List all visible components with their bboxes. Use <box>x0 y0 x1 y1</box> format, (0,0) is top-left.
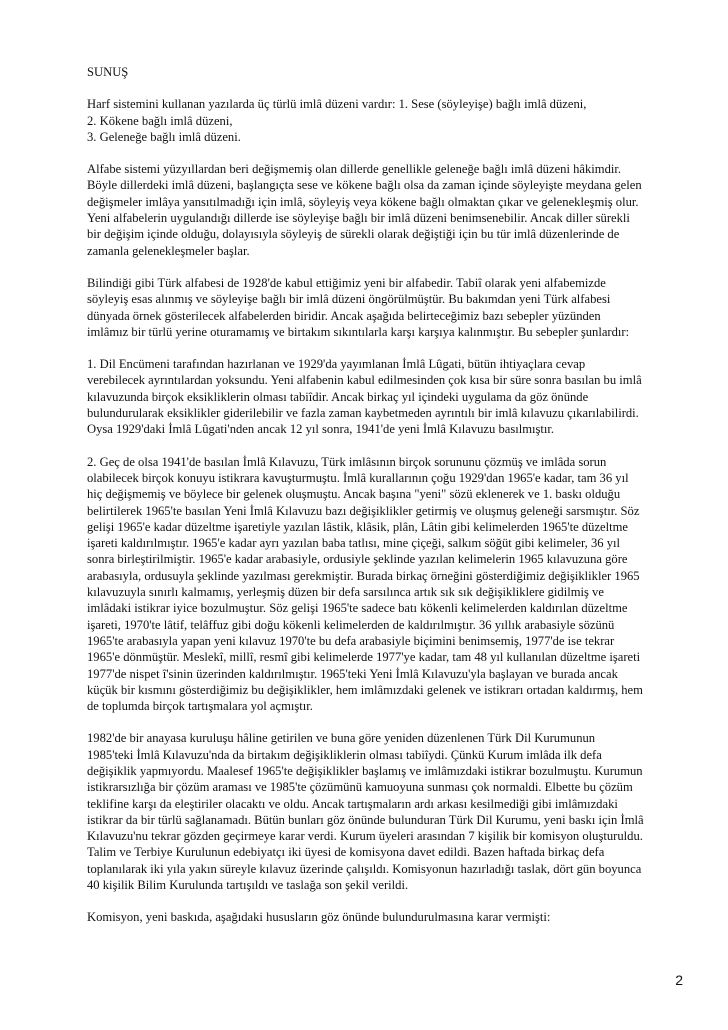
paragraph-line: değişiklik yapmıyordu. Maalesef 1965'te değişiklikler başlamış ve imlâmızdaki istikrar bozulmuştu. Kurumun <box>87 763 643 778</box>
paragraph-line: Böyle dillerdeki imlâ düzeni, başlangıçta sese ve kökene bağlı olsa da zaman içinde söyleyişte meydana gelen <box>87 178 642 193</box>
paragraph-line: 1965'e dönmüştür. Meslekî, millî, resmî gibi kelimelerde 1977'ye kadar, tam 48 yıl kullanılan düzeltme işareti <box>87 650 641 665</box>
paragraph-line: 1965'te arabasıyla yapan yeni kılavuz 1970'te bu defa arabasiyle biçimini benimsemiş, 1977'de ise tekrar <box>87 633 615 648</box>
paragraph-line: 1985'teki İmlâ Kılavuzu'nda da birtakım değişikliklerin olması tabiîydi. Çünkü Kurum imlâda ilk defa <box>87 747 602 762</box>
paragraph-line: değişmeler imlâya yansıtılmadığı için imlâ, söyleyiş veya kökene bağlı olmaktan çıkar ve gelenekleşmiş olur. <box>87 194 639 209</box>
paragraph <box>87 96 687 145</box>
paragraph-line: belirtilerek 1965'te basılan Yeni İmlâ Kılavuzu bazı değişiklikler getirmiş ve oluşmuş geleneği sarsmıştır. Söz <box>87 503 640 518</box>
paragraph-line: Bilindiği gibi Türk alfabesi de 1928'de kabul ettiğimiz yeni bir alfabedir. Tabiî olarak yeni alfabemizde <box>87 275 606 290</box>
paragraph-line: Kılavuzu'nu tekrar gözden geçirmeye karar verdi. Kurum üyeleri arasından 7 kişilik bir komisyon oluşturuldu. <box>87 829 643 844</box>
paragraph <box>87 275 687 340</box>
paragraph-line: 3. Geleneğe bağlı imlâ düzeni. <box>87 129 241 144</box>
paragraph <box>87 730 687 893</box>
paragraph-line: verebilecek ayrıntılardan yoksundu. Yeni alfabenin kabul edilmesinden çok kısa bir süre sonra basılan bu imlâ <box>87 373 642 388</box>
paragraph-line: bulundurularak eksiklikler giderilebilir ve fazla zaman kaybetmeden ayrıntılı bir imlâ kılavuzu çıkarılabilirdi. <box>87 406 639 421</box>
paragraph <box>87 454 687 715</box>
paragraph-line: gelişi 1965'e kadar düzeltme işaretiyle yazılan lâstik, klâsik, plân, Lâtin gibi kelimelerden 1965'te düzeltme <box>87 519 629 534</box>
paragraph-line: imlâmız bir türlü yerine oturamamış ve birtakım sıkıntılarla karşı karşıya kalınmıştır. Bu sebepler şunlardır: <box>87 324 630 339</box>
paragraph-line: 1. Dil Encümeni tarafından hazırlanan ve 1929'da yayımlanan İmlâ Lûgati, bütün ihtiyaçlara cevap <box>87 357 586 372</box>
paragraph-line: hiç değişmemiş ve böylece bir gelenek oluşmuştu. Ancak başına "yeni" sözü eklenerek ve 1. baskı olduğu <box>87 487 621 502</box>
paragraph-line: Harf sistemini kullanan yazılarda üç türlü imlâ düzeni vardır: 1. Sese (söyleyişe) bağlı imlâ düzeni, <box>87 97 587 112</box>
section-heading: SUNUŞ <box>87 65 129 79</box>
paragraph-line: söyleyiş esas alınmış ve söyleyişe bağlı bir imlâ düzeni öngörülmüştür. Bu bakımdan yeni Türk alfabesi <box>87 292 611 307</box>
paragraph-line: de toplumda birçok tartışmalara yol açmıştır. <box>87 699 313 714</box>
paragraph-line: 1982'de bir anayasa kuruluşu hâline getirilen ve buna göre yeniden düzenlenen Türk Dil Kurumunun <box>87 731 596 746</box>
paragraph-line: kılavuzuyla sınırlı kalmamış, yerleşmiş düzen bir defa sarsılınca artık sık sık değişikliklere gidilmiş ve <box>87 585 604 600</box>
paragraph-list <box>87 96 687 925</box>
paragraph <box>87 161 687 259</box>
paragraph-line: 2. Kökene bağlı imlâ düzeni, <box>87 113 233 128</box>
paragraph-line: teklifine karşı da eleştiriler olacaktı ve oldu. Ancak tartışmaların ardı arkası kesilmediği gibi imlâmızdaki <box>87 796 618 811</box>
paragraph-line: 40 kişilik Bilim Kurulunda tartışıldı ve taslağa son şekil verildi. <box>87 878 409 893</box>
paragraph-line: bir değişim içinde olduğu, dolayısıyla söyleyiş de sürekli olarak değiştiği için bu tür imlâ düzenlerinde de <box>87 227 620 242</box>
paragraph-line: arabasıyla, ordusuyla şeklinde yazılması gerekmiştir. Burada birkaç örneğini gösterdiğimiz değişiklikler 1965 <box>87 568 640 583</box>
paragraph-line: toplanılarak iki yıla yakın süreyle kılavuz üzerinde çalışıldı. Komisyonun hazırladığı taslak, dört gün boyunca <box>87 861 642 876</box>
paragraph-line: sonra birleştirilmiştir. 1965'e kadar arabasiyle, ordusiyle şeklinde yazılan kelimelerin 1965 kılavuzuna göre <box>87 552 628 567</box>
paragraph <box>87 909 687 925</box>
paragraph-line: işareti, 1970'te lâtif, telâffuz gibi doğu kökenli kelimelerden de kaldırılmıştır. 36 yıllık arabasiyle sözünü <box>87 617 615 632</box>
paragraph-line: Talim ve Terbiye Kurulunun edebiyatçı iki üyesi de komisyona davet edildi. Bazen haftada birkaç defa <box>87 845 605 860</box>
paragraph-line: kılavuzunda birçok eksikliklerin olması tabiîdir. Ancak birkaç yıl içindeki uygulama da göz önünde <box>87 389 589 404</box>
paragraph-line: olabilecek birçok konuyu istikrara kavuşturmuştu. İmlâ kurallarının çoğu 1929'dan 1965'e kadar, tam 36 yıl <box>87 470 629 485</box>
paragraph-line: zamanla gelenekleşmeler başlar. <box>87 243 250 258</box>
paragraph <box>87 356 687 437</box>
paragraph-line: 1977'de nispet î'sinin üzerinden kaldırılmıştır. 1965'teki Yeni İmlâ Kılavuzu'yla başlayan ve burada ancak <box>87 666 618 681</box>
paragraph-line: dünyada örnek gösterilecek alfabelerden biridir. Ancak aşağıda belirteceğimiz bazı sebepler yüzünden <box>87 308 601 323</box>
paragraph-line: istikrarsızlığa bir çözüm araması ve 1985'te çözümünü kamuoyuna sunması çok normaldi. Elbette bu çözüm <box>87 780 633 795</box>
document-body <box>87 64 687 942</box>
paragraph-line: istikrar da bir türlü sağlanamadı. Bütün bunları göz önünde bulunduran Türk Dil Kurumu, yeni baskı için İmlâ <box>87 812 644 827</box>
paragraph-line: küçük bir kısmını gösterdiğimiz bu değişiklikler, hem imlâmızdaki gelenek ve istikrarı ortadan kaldırmış, hem <box>87 682 643 697</box>
paragraph-line: 2. Geç de olsa 1941'de basılan İmlâ Kılavuzu, Türk imlâsının birçok sorununu çözmüş ve imlâda sorun <box>87 454 607 469</box>
paragraph-line: Oysa 1929'daki İmlâ Lûgati'nden ancak 12 yıl sonra, 1941'de yeni İmlâ Kılavuzu basılmıştır. <box>87 422 555 437</box>
paragraph-line: Alfabe sistemi yüzyıllardan beri değişmemiş olan dillerde genellikle geleneğe bağlı imlâ düzeni hâkimdir. <box>87 162 622 177</box>
paragraph-line: Yeni alfabelerin uygulandığı dillerde ise söyleyişe bağlı bir imlâ düzeni benimsenebilir. Ancak diller sürekli <box>87 211 630 226</box>
paragraph-line: işareti kaldırılmıştır. 1965'e kadar ayrı yazılan baba tatlısı, mine çiçeği, salkım söğüt gibi kelimeler, 36 yıl <box>87 536 621 551</box>
paragraph-line: Komisyon, yeni baskıda, aşağıdaki hususların göz önünde bulundurulmasına karar vermişti: <box>87 910 551 925</box>
paragraph-line: imlâdaki istikrar iyice bozulmuştur. Söz gelişi 1965'te sadece batı kökenli kelimelerden kaldırılan düzeltme <box>87 601 628 616</box>
page-number: 2 <box>675 972 683 988</box>
